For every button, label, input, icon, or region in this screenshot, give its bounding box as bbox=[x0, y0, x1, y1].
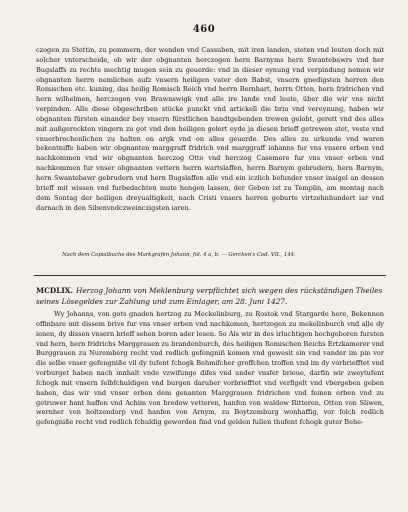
section-divider bbox=[34, 275, 386, 276]
document-title: Herzog Johann von Meklenburg verpflichtet sich wegen des rückständigen Theiles seines Lösegeldes zur Zahlung und zum Einlager, am 28. Juni 1427. bbox=[36, 286, 383, 306]
document-heading bbox=[36, 285, 386, 307]
source-citation: Nach dem Copialbuche des Markgrafen Johann, fol. 4 a, b. — Gercken's Cod. VII., 144. bbox=[62, 252, 296, 258]
document-text-continuation bbox=[36, 46, 384, 213]
document-body bbox=[36, 310, 384, 428]
document-number: MCDLIX. bbox=[36, 286, 73, 295]
body-paragraph: Wy Johanns, von gots gnaden hertzog zu Meckelinburg, zu Rostok vnd Stargarde here, Bekennen offinbare mit dissem brive fur vns vnser erben vnd nachkomen, hertzogen zu mekelinburch vnd alle dy ienen, dy dissen vnsern brieff sehen boren ader lesen. So Als wir in des irluchtigen hochgeboren fursten vnd hern, hern fridrichs Marggrauen zu brandenburch, des heiligen Romischen Reichs Ertzkamerer vnd Burggrauen zu Nuremberg recht vnd redlich gefengniß komen vnd gewesit sin vnd vander im pin vor die selbe vnser gefengniße vil dy tufent fchogk Behmifcher groffchen troffen vnd im dy vorbriefftet vnd vorburget haben nach innhalt vnde vzwifunge difes vnd ander vnsfer brieue, darfin wir zweytufent fchogk mit vnsern felbfchuldigen vnd burgen daruber vorbriefftet vnd verfigelt vnd vbergeben geben haben, das wir vnd vnser erben dem genanten Marggrauen fridrichen vnd feinen erben vnd zu getruwer hant haffen vnd Achim von bredow vetteren, hanfen von waldow Ritteren, Otten von Sliwen, wernher von holtzendorp vnd hanfen von Arnym, zu Boytzemburg wonhaffig, vor folch redlich gefengniße recht vnd redlich fchuldig geworden find vnd gelden fullen thufent fchogk guter Behe- bbox=[36, 310, 384, 427]
continuation-paragraph: czogen zu Stettin, zu pommern, der wenden vnd Cassuben, mit iren landen, steten vnd leuten doch mit solcher vnterscheide, ob wir der obgnanten herczogen hern Barnyms hern Swantebawrs vnd her Bugslaffs zu rechte mechtig mugen sein zu geuerde: vnd in dieser eynung vnd verpindung nemen wir obgnanten herrn nemlichen aufz vnsern heiligen vater den Babst, vnsern gnedigsten herren den Romischen etc. kuning, das heilig Romisch Reich vnd herrn Bernhart, herrn Otten, hern fridrichen vnd hern wilhelmen, herczogen von Brawnswigk vnd alle ire lande vnd leute, über die wir vns nicht verpinden. Alle diese obgeschriben stücke punckt vnd artickell die briu vnd vereynung, haben wir obgnanten fürsten einander bey vnsern fürstlichen handtgebenden trewen gelobt, gerett vnd des alles mit außgereckten vingern zu got vnd den heiligen gelert eyde ja diesen brieff getrewen stet, veste vnd vnuerbrochenlichen zu halten on argk vnd on alles geuerde. Des alles zu urkunde vnd waren bekentniffe haben wir obgnanten marggraff fridrich vnd marggraff iohanns fur vns vnsere erben vnd nachkommen vnd wir obgnanten herczog Otto vnd herczog Casemere fur vns vnser erben vnd nachkommen fur vnser obgnanten vettern herrn wartslaffen, herrn Barnym gebrudern, hern Barnym, hern Swantebawr gebrudern vnd hern Bugslaffen alle vnd ein iczlich befunder vnser insigel an dessen brieff mit wissen vnd furbedachten mute hengen lassen, der Geben ist zu Templin, am montag nach dem Sontag der heiligen dreyualtigkeit, nach Cristi vnsers herren geburte virtzehnhundert iar vnd darnach in den Sibenvndczweinczigsten iaren. bbox=[36, 46, 384, 212]
page-number: 460 bbox=[192, 24, 216, 35]
